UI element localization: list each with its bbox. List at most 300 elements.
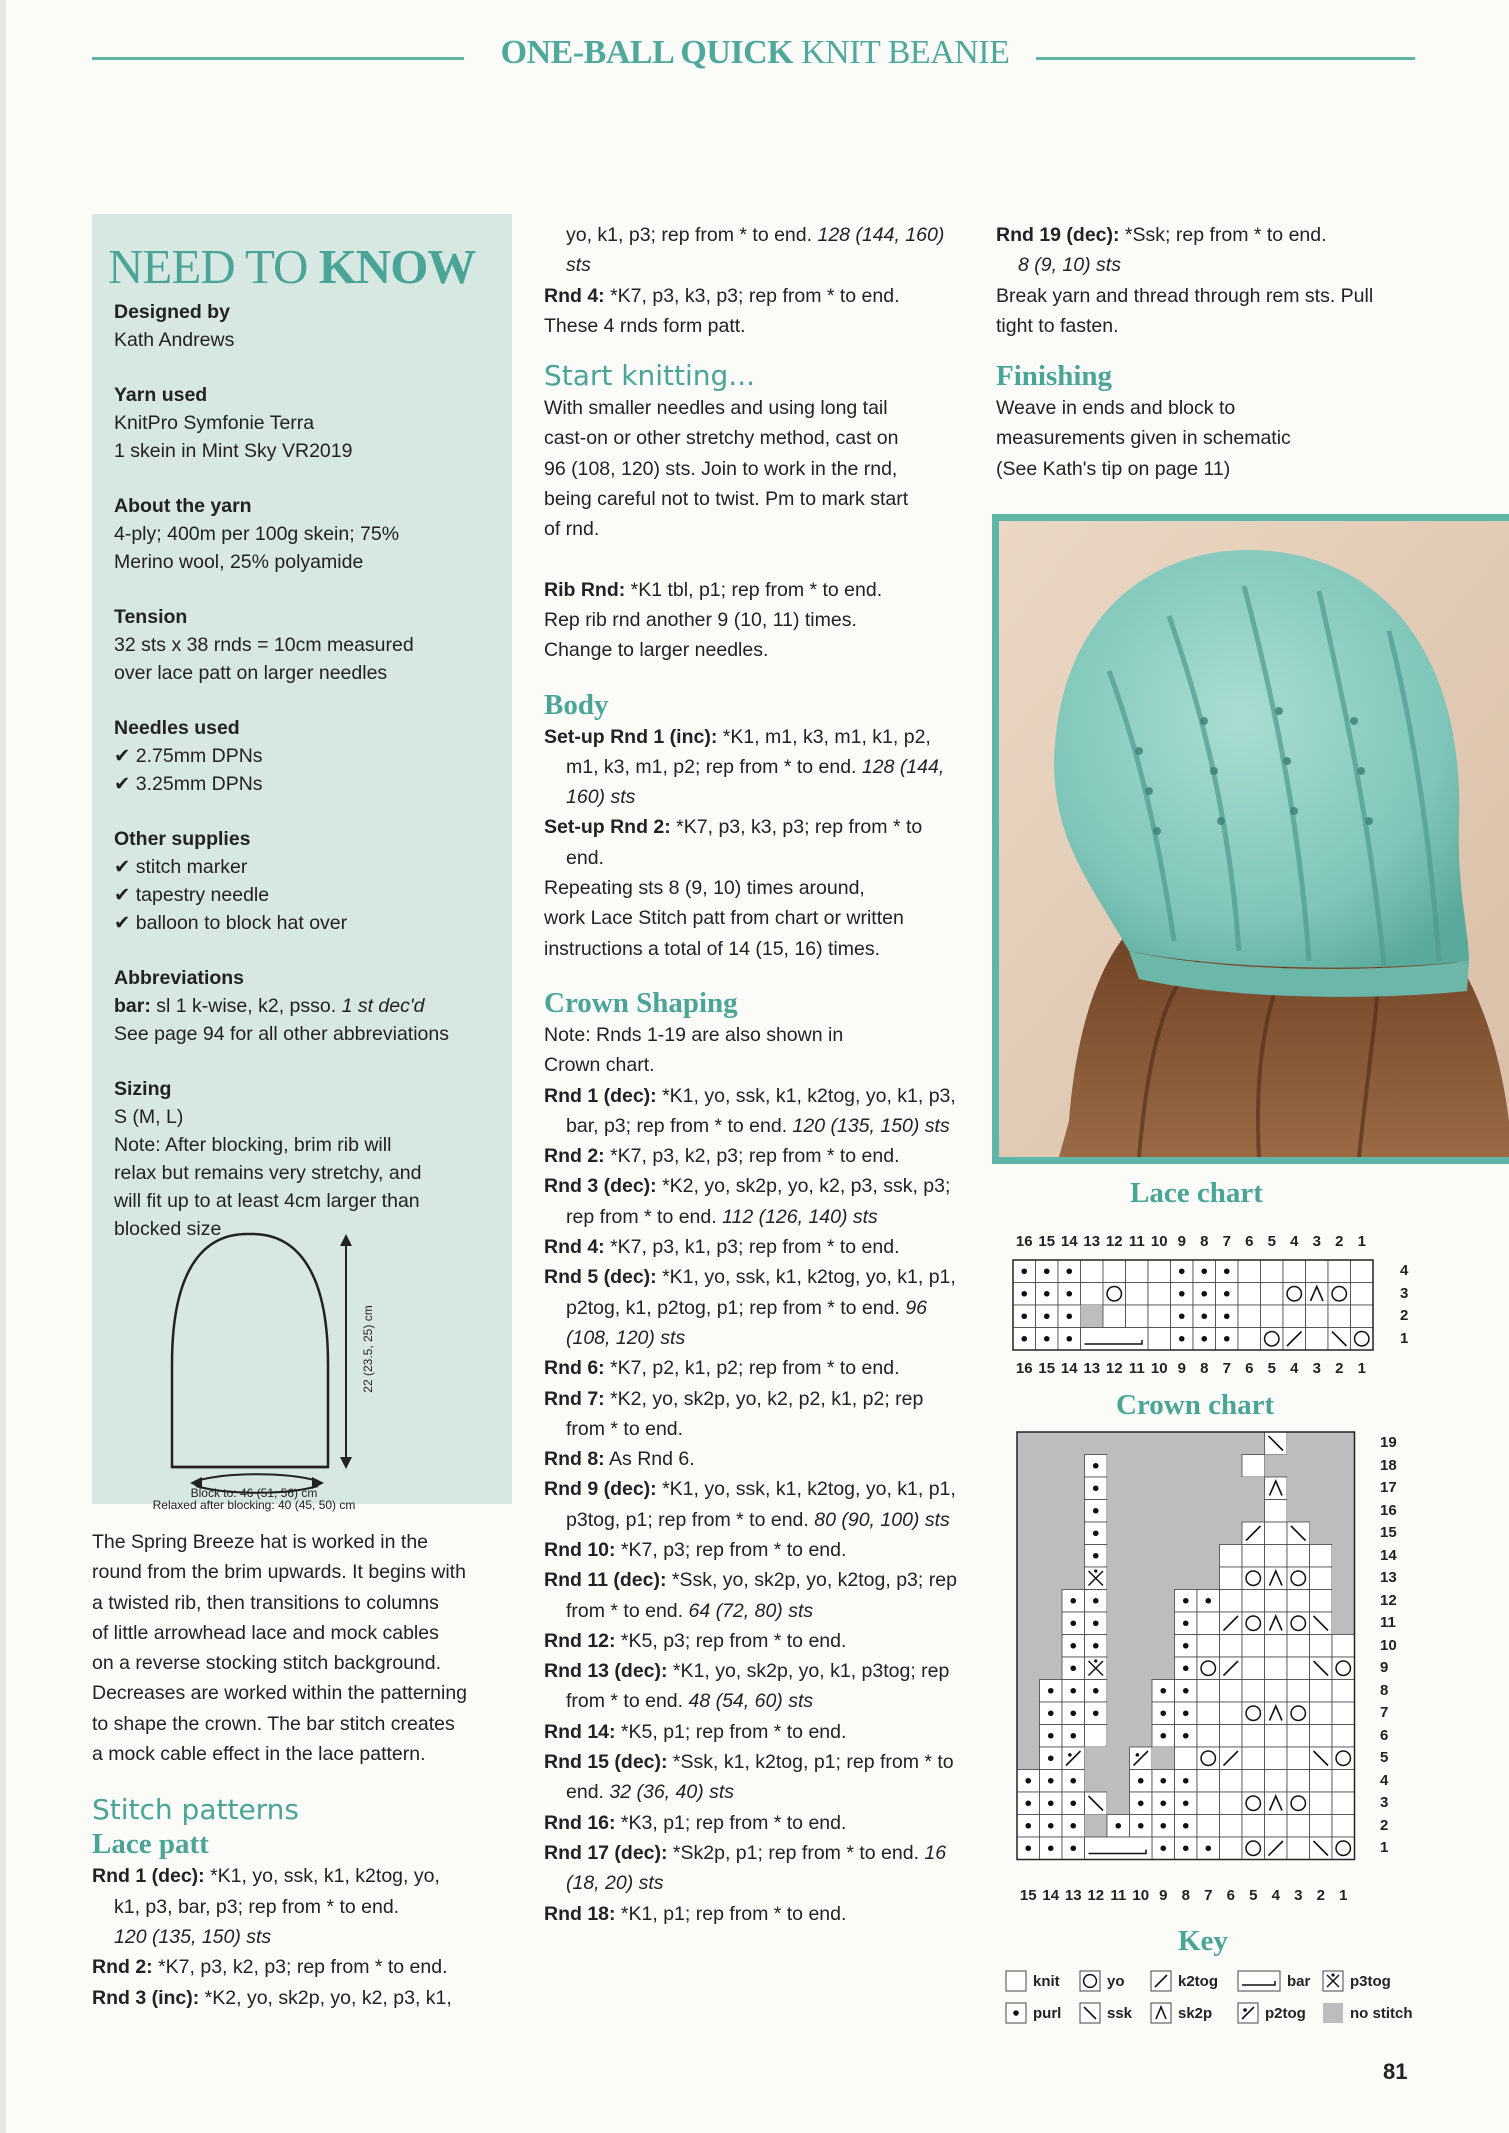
chart-cell [1265,1747,1288,1770]
no-stitch-cell [1175,1432,1198,1455]
no-stitch-cell [1310,1522,1333,1545]
no-stitch-cell [1220,1522,1243,1545]
rnd-text: *K1, p1; rep from * to end. [615,1902,847,1925]
chart-cell [1126,1305,1149,1328]
no-stitch-cell [1062,1432,1085,1455]
col-number: 10 [1150,1233,1168,1250]
ntk-line: 1 skein in Mint Sky VR2019 [114,440,353,462]
no-stitch-cell [1107,1725,1130,1748]
purl-symbol [1224,1291,1230,1297]
no-stitch-cell [1017,1657,1040,1680]
chart-cell [1081,1260,1104,1283]
chart-cell [1261,1305,1284,1328]
chart-cell [1310,1792,1333,1815]
no-stitch-cell [1062,1500,1085,1523]
chart-cell [1220,1792,1243,1815]
sizing-line: Note: After blocking, brim rib will [114,1134,392,1156]
schematic-height-label: 22 (23.5, 25) cm [361,1305,375,1393]
no-stitch-cell [1040,1455,1063,1478]
no-stitch-cell [1197,1432,1220,1455]
chart-cell [1351,1305,1374,1328]
purl-symbol [1070,1665,1076,1671]
purl-symbol [1093,1463,1099,1469]
no-stitch-cell [1062,1522,1085,1545]
col-number: 1 [1357,1233,1366,1250]
purl-symbol [1025,1800,1031,1806]
rnd-text: *K1, m1, k3, m1, k1, p2, m1, k3, m1, p2; rep from * to end. [566,725,931,778]
ntk-heading: Tension [114,606,188,628]
rnd-text: *K7, p3, k2, p3; rep from * to end. [604,1145,900,1168]
rnd-label: Rnd 4: [544,1236,605,1259]
rnd-text: k1, p3, bar, p3; rep from * to end. [114,1895,400,1918]
no-stitch-cell [1332,1477,1355,1500]
rnd-count: 120 (135, 150) sts [114,1925,272,1948]
no-stitch-cell [1085,1815,1108,1838]
chart-cell [1332,1770,1355,1793]
purl-symbol [1183,1733,1189,1739]
row-number: 3 [1400,1284,1409,1302]
purl-symbol [1070,1620,1076,1626]
rnd-count: 32 (36, 40) sts [609,1781,735,1804]
chart-cell [1287,1725,1310,1748]
ntk-heading: Needles used [114,717,240,739]
no-stitch-cell [1040,1545,1063,1568]
sizing-line: will fit up to at least 4cm larger than [114,1190,420,1212]
no-stitch-cell [1197,1477,1220,1500]
rnd-text: *K7, p3; rep from * to end. [615,1538,847,1561]
ntk-line: over lace patt on larger needles [114,662,388,684]
no-stitch-cell [1287,1432,1310,1455]
row-number: 6 [1380,1726,1389,1744]
body-rnd [544,722,964,813]
chart-cell [1265,1770,1288,1793]
no-stitch-cell [1062,1545,1085,1568]
rnd-text: *K1, yo, sk2p, yo, k1, p3tog; rep from * to end. [566,1660,950,1713]
purl-symbol [1183,1823,1189,1829]
key-label: purl [1033,2005,1062,2022]
key-title: Key [1178,1925,1228,1957]
col-number: 14 [1060,1233,1078,1250]
rnd-text: *K2, yo, sk2p, yo, k2, p2, k1, p2; rep from * to end. [566,1387,924,1440]
lace-patt-rnd [92,1952,522,1982]
chart-cell [1306,1260,1329,1283]
purl-symbol [1048,1710,1054,1716]
purl-symbol [1044,1291,1050,1297]
purl-symbol [1201,1291,1207,1297]
purl-symbol [1138,1800,1144,1806]
ntk-heading: Designed by [114,301,230,323]
col-number: 5 [1249,1887,1258,1904]
no-stitch-cell [1152,1657,1175,1680]
chart-cell [1310,1770,1333,1793]
chart-cell [1081,1283,1104,1306]
row-number: 16 [1380,1501,1397,1519]
no-stitch-cell [1332,1590,1355,1613]
no-stitch-cell [1107,1657,1130,1680]
purl-symbol [1048,1733,1054,1739]
column-3-text [996,220,1456,484]
purl-symbol [1093,1530,1099,1536]
no-stitch-cell [1130,1567,1153,1590]
rib-rnd: Rib Rnd: *K1 tbl, p1; rep from * to end. [544,578,883,601]
row-number: 3 [1380,1794,1389,1811]
rnd-text: As Rnd 6. [604,1448,695,1471]
rnd-count: 80 (90, 100) sts [814,1508,950,1531]
ntk-line: Kath Andrews [114,329,235,351]
no-stitch-cell [1130,1635,1153,1658]
purl-symbol [1070,1598,1076,1604]
no-stitch-cell [1040,1432,1063,1455]
col-number: 4 [1271,1887,1280,1904]
ntk-heading: Yarn used [114,384,208,406]
col-number: 4 [1290,1233,1299,1250]
schematic-relaxed-label: Relaxed after blocking: 40 (45, 50) cm [152,1498,356,1512]
row-number: 19 [1380,1434,1397,1451]
width-arrow-top [196,1474,318,1481]
rnd-count: 120 (135, 150) sts [792,1114,950,1137]
chart-cell [1283,1305,1306,1328]
no-stitch-cell [1107,1612,1130,1635]
page-edge [0,0,6,2133]
hat-photo-frame [992,514,1509,1164]
no-stitch-cell [1152,1635,1175,1658]
crown-note-line: Note: Rnds 1-19 are also shown in [544,1023,844,1046]
chart-cell [1287,1747,1310,1770]
no-stitch-cell [1265,1455,1288,1478]
purl-symbol [1138,1823,1144,1829]
no-stitch-cell [1040,1500,1063,1523]
body-rnd [544,812,964,873]
crown-rnd [544,1838,964,1899]
chart-cell [1287,1545,1310,1568]
no-stitch-cell [1130,1657,1153,1680]
no-stitch-cell [1152,1567,1175,1590]
purl-symbol [1013,2010,1019,2016]
rnd-label: Rnd 12: [544,1629,616,1652]
purl-symbol [1070,1710,1076,1716]
lace-chart-title: Lace chart [1130,1177,1263,1209]
no-stitch-cell [1310,1432,1333,1455]
no-stitch-cell [1130,1432,1153,1455]
purl-symbol [1160,1733,1166,1739]
break-line: tight to fasten. [996,314,1119,337]
intro-line: a mock cable effect in the lace pattern. [92,1743,426,1766]
rnd-text: *K1, yo, ssk, k1, k2tog, yo, k1, p1, p2tog, k1, p2tog, p1; rep from * to end. [566,1266,956,1319]
no-stitch-cell [1130,1500,1153,1523]
no-stitch-cell [1220,1477,1243,1500]
col-number: 8 [1200,1233,1209,1250]
col-number: 6 [1245,1233,1254,1250]
yo-icon [1079,1970,1101,1992]
abbreviations-heading: Abbreviations [114,967,245,989]
purl-symbol [1048,1755,1054,1761]
key-label: k2tog [1178,1973,1219,1990]
no-stitch-cell [1332,1432,1355,1455]
schematic-block-label: Block to: 46 (51, 56) cm [190,1486,318,1500]
crown-rnd [544,1626,964,1656]
purl-symbol [1093,1508,1099,1514]
no-stitch-icon [1322,2002,1344,2024]
rnd-text: *K5, p1; rep from * to end. [615,1720,847,1743]
chart-cell [1197,1680,1220,1703]
col-number: 13 [1064,1887,1082,1904]
col-number: 6 [1245,1360,1254,1377]
rnd-text: *K2, yo, sk2p, yo, k2, p3, k1, [199,1986,452,2009]
chart-cell [1287,1815,1310,1838]
crown-rnd [544,1262,964,1353]
sizing-heading: Sizing [114,1078,172,1100]
chart-cell [1197,1635,1220,1658]
no-stitch-cell [1107,1635,1130,1658]
sk2p-icon [1150,2002,1172,2024]
chart-cell [1220,1837,1243,1860]
crown-rnd [544,1747,964,1808]
page-number: 81 [1383,2059,1408,2084]
no-stitch-cell [1332,1612,1355,1635]
purl-symbol [1044,1313,1050,1319]
purl-symbol [1070,1688,1076,1694]
no-stitch-cell [1152,1590,1175,1613]
chart-cell [1220,1567,1243,1590]
purl-symbol [1070,1800,1076,1806]
no-stitch-cell [1017,1635,1040,1658]
chart-cell [1310,1567,1333,1590]
chart-cell [1261,1283,1284,1306]
form-patt-note: These 4 rnds form patt. [544,314,746,337]
purl-symbol [1093,1710,1099,1716]
crown-rnd [544,1081,964,1142]
chart-cell [1197,1792,1220,1815]
lace-patt-heading: Lace patt [92,1828,209,1861]
chart-cell [1220,1680,1243,1703]
no-stitch-cell [1107,1545,1130,1568]
no-stitch-cell [1017,1590,1040,1613]
rnd-text: *K1, yo, ssk, k1, k2tog, yo, k1, p3, bar, p3; rep from * to end. [566,1084,956,1137]
no-stitch-cell [1220,1500,1243,1523]
chart-cell [1306,1328,1329,1351]
no-stitch-cell [1197,1567,1220,1590]
no-stitch-cell [1040,1567,1063,1590]
no-stitch-cell [1310,1500,1333,1523]
chart-cell [1242,1725,1265,1748]
col-number: 9 [1177,1233,1186,1250]
purl-symbol [1183,1643,1189,1649]
chart-cell [1220,1635,1243,1658]
chart-cell [1220,1815,1243,1838]
col-number: 7 [1204,1887,1213,1904]
col-number: 8 [1181,1887,1190,1904]
abbrev-see-page: See page 94 for all other abbreviations [114,1023,449,1045]
purl-symbol [1183,1778,1189,1784]
ssk-icon [1079,2002,1101,2024]
no-stitch-cell [1310,1455,1333,1478]
purl-symbol [1070,1823,1076,1829]
rnd-count: 112 (126, 140) sts [722,1205,878,1228]
rnd-label: Rnd 18: [544,1902,616,1925]
purl-symbol [1160,1688,1166,1694]
no-stitch-cell [1062,1455,1085,1478]
col-number: 16 [1015,1360,1033,1377]
ntk-line: 4-ply; 400m per 100g skein; 75% [114,523,400,545]
no-stitch-cell [1040,1635,1063,1658]
no-stitch-cell [1017,1612,1040,1635]
lace-patt-rnd [92,1983,522,2013]
rnd-label: Rnd 13 (dec): [544,1660,668,1683]
no-stitch-cell [1287,1455,1310,1478]
col-number: 11 [1128,1233,1145,1250]
hat-schematic [132,1234,512,1512]
ntk-line: ✔ stitch marker [114,856,248,878]
row-number: 9 [1380,1659,1389,1676]
p2tog-icon [1237,2002,1259,2024]
ntk-line: ✔ 2.75mm DPNs [114,745,263,767]
crown-shaping-heading: Crown Shaping [544,986,738,1019]
chart-cell [1265,1635,1288,1658]
row-number: 4 [1400,1262,1409,1279]
crown-rnd [544,1384,964,1445]
ntk-line: Merino wool, 25% polyamide [114,551,364,573]
no-stitch-cell [1152,1432,1175,1455]
row-number: 2 [1400,1307,1409,1324]
purl-icon [1005,2002,1027,2024]
purl-symbol [1179,1291,1185,1297]
k2tog-icon [1150,1970,1172,1992]
chart-cell [1242,1455,1265,1478]
key-label: knit [1033,1973,1060,1990]
row-number: 8 [1380,1681,1389,1699]
no-stitch-cell [1130,1522,1153,1545]
no-stitch-cell [1175,1500,1198,1523]
column-2-text [544,220,964,1929]
no-stitch-cell [1287,1500,1310,1523]
purl-symbol [1066,1291,1072,1297]
chart-cell [1306,1305,1329,1328]
chart-cell [1332,1815,1355,1838]
no-stitch-cell [1310,1477,1333,1500]
col-number: 1 [1357,1360,1366,1377]
crown-rnd [544,1535,964,1565]
purl-symbol [1044,1268,1050,1274]
lace-chart-grid [1013,1260,1373,1356]
no-stitch-cell [1017,1702,1040,1725]
rnd-text: *K7, p2, k1, p2; rep from * to end. [604,1357,900,1380]
chart-cell [1197,1725,1220,1748]
chart-cell [1332,1702,1355,1725]
chart-cell [1351,1260,1374,1283]
no-stitch-cell [1242,1500,1265,1523]
no-stitch-cell [1017,1455,1040,1478]
rnd-label: Rnd 9 (dec): [544,1478,657,1501]
purl-symbol [1070,1778,1076,1784]
ntk-line: ✔ balloon to block hat over [114,912,348,934]
no-stitch-cell [1085,1747,1108,1770]
purl-symbol [1201,1313,1207,1319]
hat-outline [172,1234,328,1467]
chart-cell [1265,1725,1288,1748]
chart-cell [1103,1305,1126,1328]
no-stitch-cell [1040,1612,1063,1635]
chart-cell [1242,1635,1265,1658]
rnd-label: Set-up Rnd 1 (inc): [544,725,718,748]
crown-rnd [544,1171,964,1232]
purl-symbol [1183,1800,1189,1806]
purl-symbol [1160,1778,1166,1784]
start-knitting-heading: Start knitting... [544,359,755,393]
col-number: 2 [1316,1887,1325,1904]
rnd4-text: Rnd 4: *K7, p3, k3, p3; rep from * to end. [544,284,900,307]
no-stitch-cell [1287,1477,1310,1500]
chart-cell [1332,1680,1355,1703]
rnd-label: Rnd 16: [544,1811,616,1834]
no-stitch-cell [1220,1455,1243,1478]
chart-cell [1261,1260,1284,1283]
no-stitch-cell [1017,1725,1040,1748]
col-number: 10 [1150,1360,1168,1377]
chart-cell [1242,1545,1265,1568]
intro-line: round from the brim upwards. It begins with [92,1561,466,1584]
no-stitch-cell [1152,1455,1175,1478]
purl-symbol [1205,1598,1211,1604]
no-stitch-cell [1040,1477,1063,1500]
chart-cell [1265,1590,1288,1613]
row-number: 15 [1380,1524,1397,1541]
ntk-line: KnitPro Symfonie Terra [114,412,315,434]
no-stitch-cell [1130,1477,1153,1500]
purl-symbol [1093,1620,1099,1626]
rnd-label: Rnd 3 (dec): [544,1175,657,1198]
finishing-heading: Finishing [996,360,1113,393]
intro-line: of little arrowhead lace and mock cables [92,1621,439,1644]
row-number: 1 [1400,1329,1409,1347]
no-stitch-cell [1130,1612,1153,1635]
col-number: 11 [1128,1360,1145,1377]
no-stitch-cell [1175,1545,1198,1568]
no-stitch-cell [1152,1477,1175,1500]
abbreviations-section [114,964,504,1048]
knit-icon [1005,1970,1027,1992]
no-stitch-cell [1175,1567,1198,1590]
chart-cell [1220,1725,1243,1748]
chart-cell [1332,1635,1355,1658]
ntk-line: 32 sts x 38 rnds = 10cm measured [114,634,414,656]
no-stitch-cell [1332,1500,1355,1523]
chart-cell [1242,1590,1265,1613]
chart-cell [1310,1590,1333,1613]
no-stitch-cell [1130,1590,1153,1613]
no-stitch-cell [1152,1747,1175,1770]
col-number: 6 [1226,1887,1235,1904]
no-stitch-cell [1197,1545,1220,1568]
rnd-count: 96 (108, 120) sts [566,1296,928,1349]
purl-symbol [1160,1845,1166,1851]
purl-symbol [1021,1336,1027,1342]
purl-symbol [1093,1598,1099,1604]
crown-rnd [544,1899,964,1929]
row-number: 17 [1380,1479,1397,1496]
no-stitch-cell [1332,1545,1355,1568]
no-stitch-cell [1107,1567,1130,1590]
no-stitch-cell [1130,1545,1153,1568]
chart-cell [1310,1725,1333,1748]
col-number: 13 [1083,1233,1101,1250]
sizing-section [114,1075,504,1243]
ntk-section [114,825,504,937]
key-label: sk2p [1178,2005,1213,2022]
rnd-label: Rnd 1 (dec): [544,1084,657,1107]
chart-cell [1287,1657,1310,1680]
col-number: 14 [1042,1887,1060,1904]
chart-cell [1148,1328,1171,1351]
